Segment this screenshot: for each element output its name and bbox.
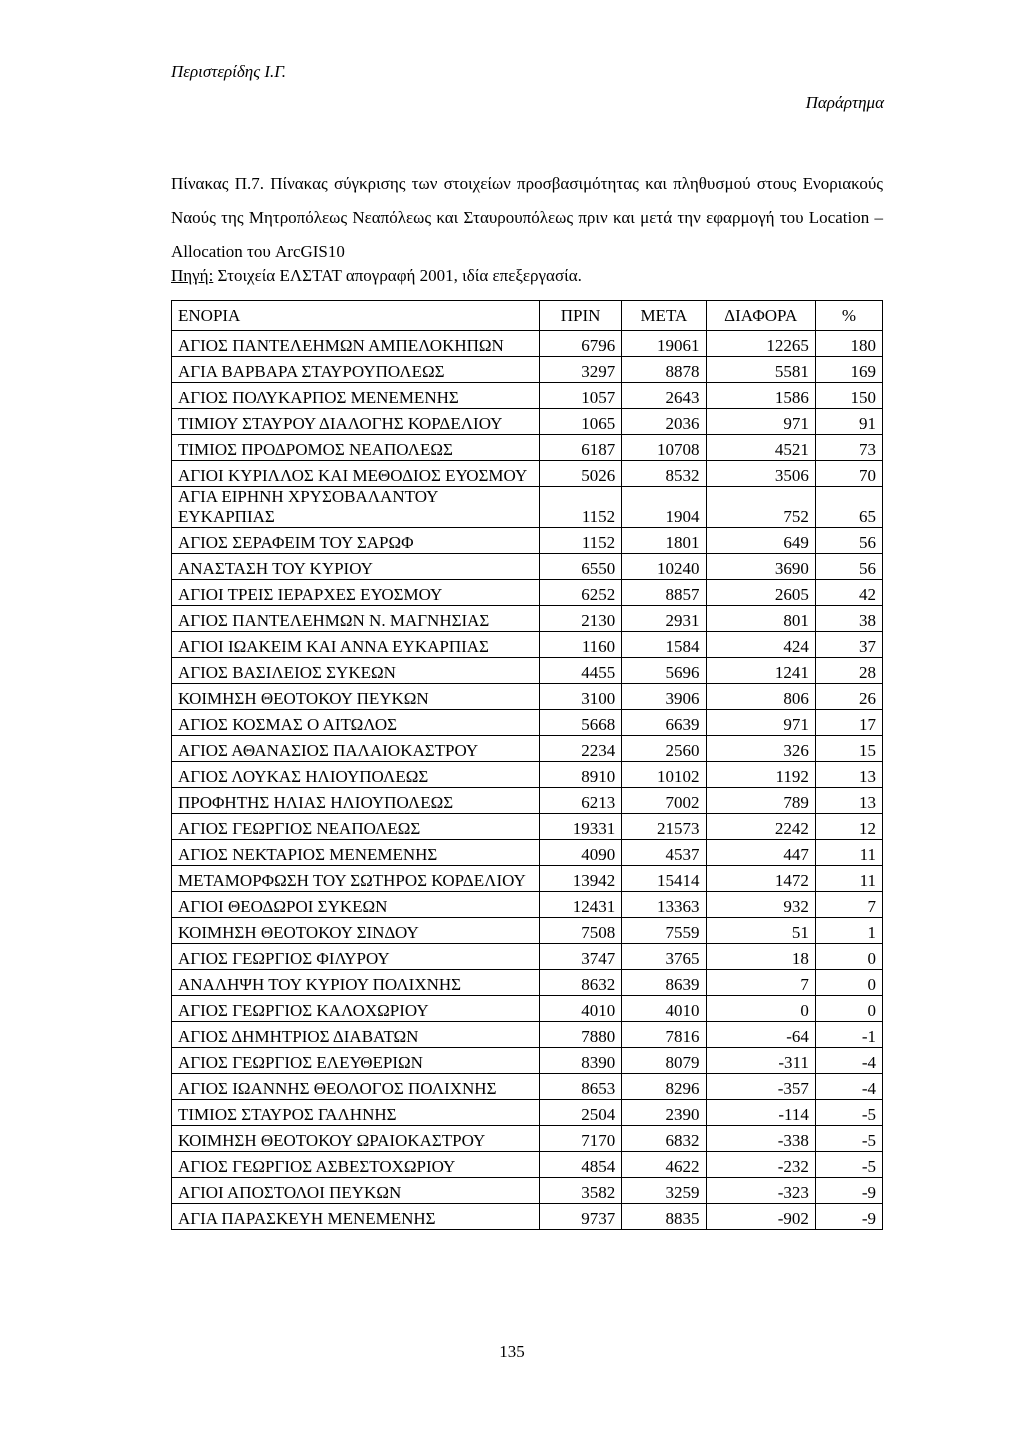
- difference-value: 326: [706, 736, 815, 762]
- difference-value: 1192: [706, 762, 815, 788]
- table-body: [172, 331, 883, 1230]
- after-value: 6639: [622, 710, 706, 736]
- table-row: [172, 866, 883, 892]
- parish-name: ΑΓΙΑ ΒΑΡΒΑΡΑ ΣΤΑΥΡΟΥΠΟΛΕΩΣ: [172, 357, 540, 383]
- after-value: 8878: [622, 357, 706, 383]
- table-caption: [171, 167, 883, 269]
- before-value: 3582: [540, 1178, 622, 1204]
- before-value: 1160: [540, 632, 622, 658]
- before-value: 19331: [540, 814, 622, 840]
- after-value: 8532: [622, 461, 706, 487]
- parish-name: ΜΕΤΑΜΟΡΦΩΣΗ ΤΟΥ ΣΩΤΗΡΟΣ ΚΟΡΔΕΛΙΟΥ: [172, 866, 540, 892]
- percent-value: 12: [815, 814, 882, 840]
- percent-value: 56: [815, 528, 882, 554]
- before-value: 1057: [540, 383, 622, 409]
- after-value: 19061: [622, 331, 706, 357]
- table-row: [172, 762, 883, 788]
- before-value: 8653: [540, 1074, 622, 1100]
- before-value: 4090: [540, 840, 622, 866]
- percent-value: -4: [815, 1074, 882, 1100]
- difference-value: 3690: [706, 554, 815, 580]
- difference-value: -64: [706, 1022, 815, 1048]
- percent-value: 65: [815, 487, 882, 528]
- table-row: [172, 357, 883, 383]
- parish-comparison-table: [171, 300, 883, 1230]
- percent-value: -5: [815, 1100, 882, 1126]
- before-value: 4455: [540, 658, 622, 684]
- before-value: 1152: [540, 528, 622, 554]
- table-row: [172, 528, 883, 554]
- difference-value: -323: [706, 1178, 815, 1204]
- difference-value: 806: [706, 684, 815, 710]
- before-value: 2234: [540, 736, 622, 762]
- table-row: [172, 840, 883, 866]
- parish-name: ΑΓΙΟΣ ΓΕΩΡΓΙΟΣ ΦΙΛΥΡΟΥ: [172, 944, 540, 970]
- before-value: 2130: [540, 606, 622, 632]
- before-value: 5668: [540, 710, 622, 736]
- table-row: [172, 814, 883, 840]
- before-value: 7508: [540, 918, 622, 944]
- difference-value: 801: [706, 606, 815, 632]
- parish-name: ΑΓΙΟΣ ΚΟΣΜΑΣ Ο ΑΙΤΩΛΟΣ: [172, 710, 540, 736]
- percent-value: 28: [815, 658, 882, 684]
- table-row: [172, 788, 883, 814]
- parish-name: ΑΓΙΟΙ ΘΕΟΔΩΡΟΙ ΣΥΚΕΩΝ: [172, 892, 540, 918]
- table-row: [172, 580, 883, 606]
- parish-name: ΑΓΙΟΣ ΝΕΚΤΑΡΙΟΣ ΜΕΝΕΜΕΝΗΣ: [172, 840, 540, 866]
- parish-name: ΤΙΜΙΟΥ ΣΤΑΥΡΟΥ ΔΙΑΛΟΓΗΣ ΚΟΡΔΕΛΙΟΥ: [172, 409, 540, 435]
- percent-value: -4: [815, 1048, 882, 1074]
- parish-name: ΑΝΑΛΗΨΗ ΤΟΥ ΚΥΡΙΟΥ ΠΟΛΙΧΝΗΣ: [172, 970, 540, 996]
- percent-value: 13: [815, 788, 882, 814]
- parish-name: ΑΓΙΑ ΠΑΡΑΣΚΕΥΗ ΜΕΝΕΜΕΝΗΣ: [172, 1204, 540, 1230]
- difference-value: 4521: [706, 435, 815, 461]
- column-header-percent: %: [815, 301, 882, 331]
- parish-name: ΚΟΙΜΗΣΗ ΘΕΟΤΟΚΟΥ ΣΙΝΔΟΥ: [172, 918, 540, 944]
- difference-value: 0: [706, 996, 815, 1022]
- percent-value: -9: [815, 1204, 882, 1230]
- parish-name: ΠΡΟΦΗΤΗΣ ΗΛΙΑΣ ΗΛΙΟΥΠΟΛΕΩΣ: [172, 788, 540, 814]
- parish-name: ΑΓΙΟΙ ΚΥΡΙΛΛΟΣ ΚΑΙ ΜΕΘΟΔΙΟΣ ΕΥΟΣΜΟΥ: [172, 461, 540, 487]
- before-value: 5026: [540, 461, 622, 487]
- before-value: 8910: [540, 762, 622, 788]
- column-header-before: ΠΡΙΝ: [540, 301, 622, 331]
- table-row: [172, 1048, 883, 1074]
- after-value: 1584: [622, 632, 706, 658]
- percent-value: 11: [815, 866, 882, 892]
- after-value: 7816: [622, 1022, 706, 1048]
- after-value: 10102: [622, 762, 706, 788]
- difference-value: 12265: [706, 331, 815, 357]
- before-value: 3297: [540, 357, 622, 383]
- percent-value: 150: [815, 383, 882, 409]
- after-value: 7002: [622, 788, 706, 814]
- difference-value: 7: [706, 970, 815, 996]
- parish-name: ΑΓΙΟΣ ΓΕΩΡΓΙΟΣ ΕΛΕΥΘΕΡΙΩΝ: [172, 1048, 540, 1074]
- table-row: [172, 918, 883, 944]
- table-row: [172, 487, 883, 528]
- before-value: 3100: [540, 684, 622, 710]
- table-row: [172, 684, 883, 710]
- parish-name: ΑΓΙΟΙ ΙΩΑΚΕΙΜ ΚΑΙ ΑΝΝΑ ΕΥΚΑΡΠΙΑΣ: [172, 632, 540, 658]
- before-value: 8632: [540, 970, 622, 996]
- parish-name: ΑΓΙΟΙ ΤΡΕΙΣ ΙΕΡΑΡΧΕΣ ΕΥΟΣΜΟΥ: [172, 580, 540, 606]
- after-value: 2643: [622, 383, 706, 409]
- percent-value: 56: [815, 554, 882, 580]
- table-row: [172, 892, 883, 918]
- percent-value: -5: [815, 1126, 882, 1152]
- before-value: 6550: [540, 554, 622, 580]
- before-value: 3747: [540, 944, 622, 970]
- percent-value: 42: [815, 580, 882, 606]
- difference-value: 1241: [706, 658, 815, 684]
- difference-value: 2242: [706, 814, 815, 840]
- after-value: 8835: [622, 1204, 706, 1230]
- percent-value: 0: [815, 944, 882, 970]
- parish-name: ΑΓΙΟΣ ΠΑΝΤΕΛΕΗΜΩΝ ΑΜΠΕΛΟΚΗΠΩΝ: [172, 331, 540, 357]
- before-value: 1065: [540, 409, 622, 435]
- table-row: [172, 435, 883, 461]
- before-value: 6187: [540, 435, 622, 461]
- difference-value: -311: [706, 1048, 815, 1074]
- parish-name: ΤΙΜΙΟΣ ΣΤΑΥΡΟΣ ΓΑΛΗΝΗΣ: [172, 1100, 540, 1126]
- percent-value: 73: [815, 435, 882, 461]
- percent-value: 15: [815, 736, 882, 762]
- page-number: 135: [499, 1342, 525, 1361]
- before-value: 4854: [540, 1152, 622, 1178]
- table-source: [171, 266, 582, 286]
- table-row: [172, 1100, 883, 1126]
- table-header-row: [172, 301, 883, 331]
- percent-value: 13: [815, 762, 882, 788]
- difference-value: 2605: [706, 580, 815, 606]
- after-value: 1904: [622, 487, 706, 528]
- percent-value: 70: [815, 461, 882, 487]
- after-value: 4010: [622, 996, 706, 1022]
- after-value: 15414: [622, 866, 706, 892]
- difference-value: 447: [706, 840, 815, 866]
- percent-value: 7: [815, 892, 882, 918]
- difference-value: -232: [706, 1152, 815, 1178]
- parish-name: ΚΟΙΜΗΣΗ ΘΕΟΤΟΚΟΥ ΠΕΥΚΩΝ: [172, 684, 540, 710]
- table-row: [172, 1152, 883, 1178]
- caption-label: Πίνακας Π.7.: [171, 174, 264, 193]
- parish-name: ΑΓΙΟΣ ΑΘΑΝΑΣΙΟΣ ΠΑΛΑΙΟΚΑΣΤΡΟΥ: [172, 736, 540, 762]
- difference-value: 789: [706, 788, 815, 814]
- difference-value: 932: [706, 892, 815, 918]
- table-row: [172, 1204, 883, 1230]
- parish-name: ΑΓΙΑ ΕΙΡΗΝΗ ΧΡΥΣΟΒΑΛΑΝΤΟΥ ΕΥΚΑΡΠΙΑΣ: [172, 487, 540, 528]
- after-value: 7559: [622, 918, 706, 944]
- parish-name: ΑΓΙΟΣ ΠΟΛΥΚΑΡΠΟΣ ΜΕΝΕΜΕΝΗΣ: [172, 383, 540, 409]
- difference-value: -114: [706, 1100, 815, 1126]
- table-row: [172, 944, 883, 970]
- difference-value: 971: [706, 710, 815, 736]
- after-value: 21573: [622, 814, 706, 840]
- after-value: 8639: [622, 970, 706, 996]
- percent-value: 11: [815, 840, 882, 866]
- caption-text: Πίνακας σύγκρισης των στοιχείων προσβασιμότητας και πληθυσμού στους Ενοριακούς Ναούς της Μητροπόλεως Νεαπόλεως και Σταυρουπόλεως πριν και μετά την εφαρμογή του Location – Allocation του ArcGIS10: [171, 174, 884, 261]
- parish-name: ΑΓΙΟΣ ΒΑΣΙΛΕΙΟΣ ΣΥΚΕΩΝ: [172, 658, 540, 684]
- after-value: 3906: [622, 684, 706, 710]
- difference-value: 971: [706, 409, 815, 435]
- parish-name: ΑΓΙΟΣ ΙΩΑΝΝΗΣ ΘΕΟΛΟΓΟΣ ΠΟΛΙΧΝΗΣ: [172, 1074, 540, 1100]
- table-row: [172, 383, 883, 409]
- after-value: 2931: [622, 606, 706, 632]
- after-value: 2036: [622, 409, 706, 435]
- percent-value: 0: [815, 970, 882, 996]
- after-value: 5696: [622, 658, 706, 684]
- column-header-parish: ΕΝΟΡΙΑ: [172, 301, 540, 331]
- source-label: Πηγή:: [171, 266, 214, 285]
- percent-value: 0: [815, 996, 882, 1022]
- difference-value: 51: [706, 918, 815, 944]
- after-value: 2560: [622, 736, 706, 762]
- parish-name: ΑΓΙΟΙ ΑΠΟΣΤΟΛΟΙ ΠΕΥΚΩΝ: [172, 1178, 540, 1204]
- table-row: [172, 970, 883, 996]
- after-value: 10240: [622, 554, 706, 580]
- difference-value: -902: [706, 1204, 815, 1230]
- difference-value: 649: [706, 528, 815, 554]
- table-row: [172, 710, 883, 736]
- before-value: 7170: [540, 1126, 622, 1152]
- after-value: 3765: [622, 944, 706, 970]
- after-value: 2390: [622, 1100, 706, 1126]
- parish-name: ΤΙΜΙΟΣ ΠΡΟΔΡΟΜΟΣ ΝΕΑΠΟΛΕΩΣ: [172, 435, 540, 461]
- percent-value: 26: [815, 684, 882, 710]
- before-value: 4010: [540, 996, 622, 1022]
- before-value: 2504: [540, 1100, 622, 1126]
- table-row: [172, 736, 883, 762]
- percent-value: -1: [815, 1022, 882, 1048]
- parish-name: ΑΓΙΟΣ ΣΕΡΑΦΕΙΜ ΤΟΥ ΣΑΡΩΦ: [172, 528, 540, 554]
- before-value: 6796: [540, 331, 622, 357]
- percent-value: 1: [815, 918, 882, 944]
- parish-name: ΑΓΙΟΣ ΔΗΜΗΤΡΙΟΣ ΔΙΑΒΑΤΩΝ: [172, 1022, 540, 1048]
- before-value: 9737: [540, 1204, 622, 1230]
- percent-value: 180: [815, 331, 882, 357]
- after-value: 4622: [622, 1152, 706, 1178]
- percent-value: 17: [815, 710, 882, 736]
- before-value: 6252: [540, 580, 622, 606]
- before-value: 12431: [540, 892, 622, 918]
- percent-value: 91: [815, 409, 882, 435]
- parish-name: ΑΓΙΟΣ ΓΕΩΡΓΙΟΣ ΚΑΛΟΧΩΡΙΟΥ: [172, 996, 540, 1022]
- after-value: 3259: [622, 1178, 706, 1204]
- before-value: 6213: [540, 788, 622, 814]
- column-header-difference: ΔΙΑΦΟΡΑ: [706, 301, 815, 331]
- running-header-author: Περιστερίδης Ι.Γ.: [171, 62, 287, 81]
- parish-name: ΑΓΙΟΣ ΓΕΩΡΓΙΟΣ ΝΕΑΠΟΛΕΩΣ: [172, 814, 540, 840]
- difference-value: 424: [706, 632, 815, 658]
- difference-value: 1472: [706, 866, 815, 892]
- running-header-section: Παράρτημα: [805, 93, 884, 112]
- parish-name: ΑΝΑΣΤΑΣΗ ΤΟΥ ΚΥΡΙΟΥ: [172, 554, 540, 580]
- difference-value: 752: [706, 487, 815, 528]
- table-row: [172, 1022, 883, 1048]
- before-value: 7880: [540, 1022, 622, 1048]
- column-header-after: ΜΕΤΑ: [622, 301, 706, 331]
- percent-value: -9: [815, 1178, 882, 1204]
- after-value: 6832: [622, 1126, 706, 1152]
- before-value: 1152: [540, 487, 622, 528]
- after-value: 8857: [622, 580, 706, 606]
- table-row: [172, 554, 883, 580]
- percent-value: -5: [815, 1152, 882, 1178]
- table-row: [172, 632, 883, 658]
- parish-name: ΑΓΙΟΣ ΓΕΩΡΓΙΟΣ ΑΣΒΕΣΤΟΧΩΡΙΟΥ: [172, 1152, 540, 1178]
- after-value: 1801: [622, 528, 706, 554]
- percent-value: 37: [815, 632, 882, 658]
- difference-value: 18: [706, 944, 815, 970]
- table-row: [172, 996, 883, 1022]
- table-row: [172, 606, 883, 632]
- after-value: 13363: [622, 892, 706, 918]
- difference-value: 5581: [706, 357, 815, 383]
- table-row: [172, 1178, 883, 1204]
- difference-value: -357: [706, 1074, 815, 1100]
- parish-name: ΑΓΙΟΣ ΠΑΝΤΕΛΕΗΜΩΝ Ν. ΜΑΓΝΗΣΙΑΣ: [172, 606, 540, 632]
- difference-value: 3506: [706, 461, 815, 487]
- table-row: [172, 331, 883, 357]
- table-row: [172, 658, 883, 684]
- percent-value: 38: [815, 606, 882, 632]
- after-value: 4537: [622, 840, 706, 866]
- after-value: 8079: [622, 1048, 706, 1074]
- before-value: 8390: [540, 1048, 622, 1074]
- table-row: [172, 409, 883, 435]
- percent-value: 169: [815, 357, 882, 383]
- table-row: [172, 1074, 883, 1100]
- difference-value: 1586: [706, 383, 815, 409]
- parish-name: ΑΓΙΟΣ ΛΟΥΚΑΣ ΗΛΙΟΥΠΟΛΕΩΣ: [172, 762, 540, 788]
- difference-value: -338: [706, 1126, 815, 1152]
- parish-name: ΚΟΙΜΗΣΗ ΘΕΟΤΟΚΟΥ ΩΡΑΙΟΚΑΣΤΡΟΥ: [172, 1126, 540, 1152]
- table-row: [172, 461, 883, 487]
- table-row: [172, 1126, 883, 1152]
- after-value: 10708: [622, 435, 706, 461]
- after-value: 8296: [622, 1074, 706, 1100]
- source-text: Στοιχεία ΕΛΣΤΑΤ απογραφή 2001, ιδία επεξεργασία.: [217, 266, 582, 285]
- before-value: 13942: [540, 866, 622, 892]
